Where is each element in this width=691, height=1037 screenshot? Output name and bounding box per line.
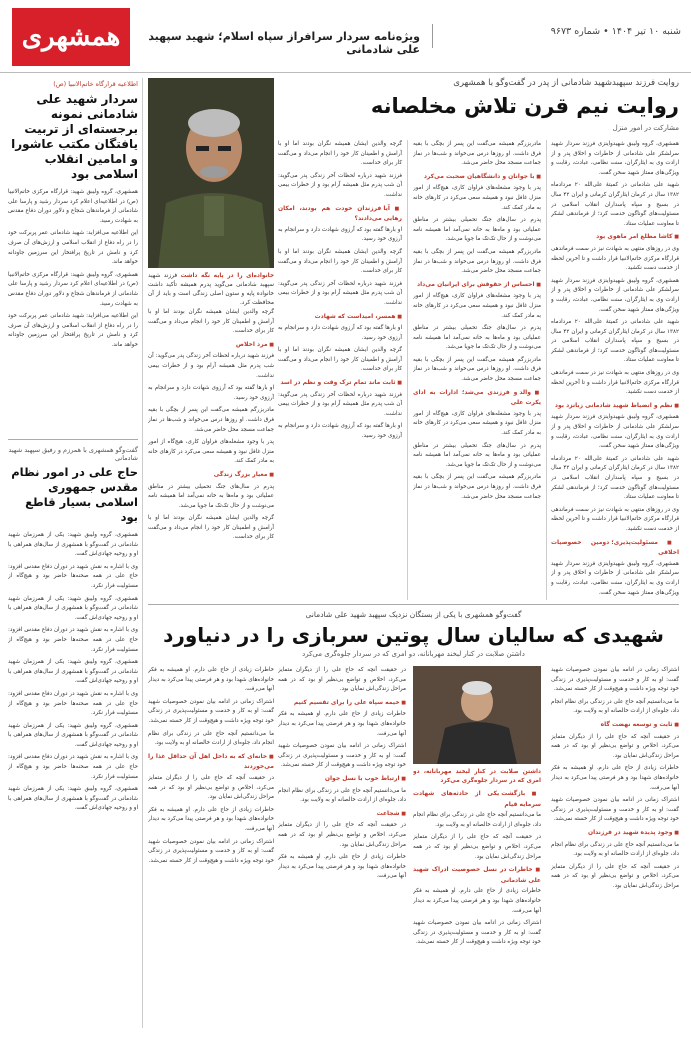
- paragraph: پدرم در سال‌های جنگ تحمیلی بیشتر در مناطق عملیاتی بود و ماه‌ها به خانه نمی‌آمد اما همیشه نامه می‌نوشت و از حال تک‌تک ما جویا می‌شد.: [148, 483, 274, 509]
- paragraph: خاطرات زیادی از حاج علی دارم. او همیشه به فکر خانواده‌های شهدا بود و هر فرصتی پیدا می‌کرد به دیدار آنها می‌رفت.: [551, 765, 679, 791]
- paragraph: خاطرات زیادی از حاج علی دارم. او همیشه به فکر خانواده‌های شهدا بود و هر فرصتی پیدا می‌کرد به دیدار آنها می‌رفت.: [413, 888, 541, 914]
- sidebar-body: [8, 188, 138, 433]
- paragraph: همشهری، گروه ولیبق شهید: یکی از همرزمان شهید شادمانی در گفت‌وگو با همشهری از سال‌های همراهی با او و روحیه جهادی‌اش گفت.: [8, 595, 138, 621]
- paragraph: اشتراک زمانی در ادامه بیان نمودن خصوصیات شهید گفت: او به کار و خدمت و مسئولیت‌پذیری در زندگی خود توجه ویژه داشت و هیچ‌وقت از کار خسته نمی‌شد.: [413, 920, 541, 946]
- paragraph: فرزند شهید درباره لحظات آخر زندگی پدر می‌گوید: آن شب پدرم مثل همیشه آرام بود و از خطرات بیمی نداشت.: [148, 353, 274, 379]
- article2-column-1: [551, 666, 679, 1026]
- paragraph: همشهری، گروه ولیبق شهید: یکی از همرزمان شهید شادمانی در گفت‌وگو با همشهری از سال‌های همراهی با او و روحیه جهادی‌اش گفت.: [8, 659, 138, 685]
- photo-caption: [148, 272, 274, 308]
- paragraph: او بارها گفته بود که آرزوی شهادت دارد و سرانجام به آرزوی خود رسید.: [148, 385, 274, 401]
- paragraph: در حقیقت آنچه که حاج علی را از دیگران متمایز می‌کرد، اخلاص و تواضع بی‌نظیر او بود که در همه مراحل زندگی‌اش نمایان بود.: [551, 733, 679, 759]
- subheading: ■ نظم و انضباط شهید شادمانی زبانزد بود: [551, 401, 679, 412]
- article1-headline: روایت نیم قرن تلاش مخلصانه: [370, 94, 679, 118]
- column-divider: [407, 140, 408, 600]
- subheading: ■ مسئولیت‌پذیری؛ دومین خصوصیات اخلاقی: [551, 538, 679, 558]
- paragraph: وی در روزهای منتهی به شهادت نیز در سمت فرماندهی قرارگاه مرکزی خاتم‌الانبیا قرار داشت و تا آخرین لحظه از خدمت دست نکشید.: [551, 506, 679, 532]
- subheading: ■ ثابت و توسعه نهضت گاه: [551, 720, 679, 731]
- article1-column-far-left: [148, 272, 274, 602]
- paragraph: همشهری، گروه ولیبق شهید: یکی از همرزمان شهید شادمانی در گفت‌وگو با همشهری از سال‌های همراهی با او و روحیه جهادی‌اش گفت.: [8, 722, 138, 748]
- sidebar-separator: [8, 439, 138, 440]
- paragraph: شهید علی شادمانی در کمیتۀ علی‌الله ۲۰ مردادماه ۱۳۸۲ سال در کرمان ایثارگران کرمانی و ایران ۴۲ سال در بسیج و سپاه پاسداران انقلاب اسلامی در مسئولیت‌های گوناگون خدمت کرد؛ از فرماندهی لشکر تا معاونت عملیات ستاد.: [551, 182, 679, 227]
- article2-photo: [413, 666, 541, 764]
- paragraph: وی در روزهای منتهی به شهادت نیز در سمت فرماندهی قرارگاه مرکزی خاتم‌الانبیا قرار داشت و تا آخرین لحظه از خدمت دست نکشید.: [551, 370, 679, 396]
- paragraph: خاطرات زیادی از حاج علی دارم. او همیشه به فکر خانواده‌های شهدا بود و هر فرصتی پیدا می‌کرد به دیدار آنها می‌رفت.: [148, 667, 274, 693]
- paragraph: در حقیقت آنچه که حاج علی را از دیگران متمایز می‌کرد، اخلاص و تواضع بی‌نظیر او بود که در همه مراحل زندگی‌اش نمایان بود.: [551, 863, 679, 889]
- paragraph: اشتراک زمانی در ادامه بیان نمودن خصوصیات شهید گفت: او به کار و خدمت و مسئولیت‌پذیری در زندگی خود توجه ویژه داشت و هیچ‌وقت از کار خسته نمی‌شد.: [148, 838, 274, 864]
- sidebar-headline-2: حاج علی در امور نظام مقدس جمهوری اسلامی بسیار قاطع بود: [11, 465, 138, 524]
- paragraph: همشهری، گروه ولیبق شهید‌واینزی فرزند سردار شهید سرلشکر علی شادمانی از خاطرات و اخلاق پدر و از ارادت وی به ایثارگران، سنت نظامی، عبادت، رقابت و ویژگی‌های ممتاز شهید سخن گفت.: [551, 141, 679, 176]
- paragraph: پدر با وجود مشغله‌های فراوان کاری، هیچ‌گاه از امور منزل غافل نبود و همیشه سعی می‌کرد در کارهای خانه به مادر کمک کند.: [148, 439, 274, 465]
- paragraph: این اطلاعیه می‌افزاید: شهید شادمانی عمر پربرکت خود را در راه دفاع از انقلاب اسلامی و ارزش‌های آن صرف کرد و نامش در تاریخ پرافتخار این سرزمین جاودانه خواهد ماند.: [8, 230, 138, 266]
- article2-column-3: [278, 666, 406, 1026]
- paragraph: اشتراک زمانی در ادامه بیان نمودن خصوصیات شهید گفت: او به کار و خدمت و مسئولیت‌پذیری در زندگی خود توجه ویژه داشت و هیچ‌وقت از کار خسته نمی‌شد.: [551, 797, 679, 823]
- paragraph: اشتراک زمانی در ادامه بیان نمودن خصوصیات شهید گفت: او به کار و خدمت و مسئولیت‌پذیری در زندگی خود توجه ویژه داشت و هیچ‌وقت از کار خسته نمی‌شد.: [148, 698, 274, 724]
- paragraph: مادربزرگم همیشه می‌گفت این پسر از بچگی با بقیه فرق داشت. او روزها درس می‌خواند و شب‌ها در نماز جماعت مسجد محل حاضر می‌شد.: [413, 356, 541, 383]
- section-title: ویژه‌نامه سردار سرافراز سپاه اسلام؛ شهید سپهبد علی شادمانی: [148, 30, 420, 56]
- martyr-portrait-photo: [148, 78, 274, 268]
- paragraph: وی در روزهای منتهی به شهادت نیز در سمت فرماندهی قرارگاه مرکزی خاتم‌الانبیا قرار داشت و تا آخرین لحظه از خدمت دست نکشید.: [551, 245, 679, 272]
- sidebar-headline: سردار شهید علی شادمانی نمونه برجسته‌ای از تربیت یافتگان مکتب عاشورا و امامین انقلاب اسلامی بود: [11, 92, 138, 181]
- paragraph: پدر با وجود مشغله‌های فراوان کاری، هیچ‌گاه از امور منزل غافل نبود و همیشه سعی می‌کرد در کارهای خانه به مادر کمک کند.: [413, 410, 541, 437]
- paragraph: همشهری، گروه ولیبق شهید‌واینزی فرزند سردار شهید سرلشکر علی شادمانی از خاطرات و اخلاق پدر و از ارادت وی به ایثارگران، سنت نظامی، عبادت، رقابت و ویژگی‌های ممتاز شهید سخن گفت.: [551, 560, 679, 596]
- paragraph: مادربزرگم همیشه می‌گفت این پسر از بچگی با بقیه فرق داشت. او روزها درس می‌خواند و شب‌ها در نماز جماعت مسجد محل حاضر می‌شد.: [148, 407, 274, 433]
- article1-column-left: [278, 140, 402, 600]
- paragraph: مادربزرگم همیشه می‌گفت این پسر از بچگی با بقیه فرق داشت. او روزها درس می‌خواند و شب‌ها در نماز جماعت مسجد محل حاضر می‌شد.: [413, 141, 541, 167]
- subheading: ■ معیار بزرگ زندگی: [148, 470, 274, 481]
- paragraph: گرچه والدین ایشان همیشه نگران بودند اما او با آرامش و اطمینان کار خود را انجام می‌داد و می‌گفت کار برای خداست.: [278, 347, 402, 373]
- paragraph: او بارها گفته بود که آرزوی شهادت دارد و سرانجام به آرزوی خود رسید.: [278, 423, 402, 440]
- sidebar: [8, 80, 138, 1030]
- subheading: ■ والد و فرزندی می‌شد؛ ادارات به ادای یکرت علی: [413, 388, 541, 408]
- paragraph: همشهری، گروه ولیبق شهید: یکی از همرزمان شهید شادمانی در گفت‌وگو با همشهری از سال‌های همراهی با او و روحیه جهادی‌اش گفت.: [8, 786, 138, 812]
- paragraph: شهید علی شادمانی در کمیتۀ علی‌الله ۲۰ مردادماه ۱۳۸۲ سال در کرمان ایثارگران کرمانی و ایران ۴۲ سال در بسیج و سپاه پاسداران انقلاب اسلامی در مسئولیت‌های گوناگون خدمت کرد؛ از فرماندهی لشکر تا معاونت عملیات ستاد.: [551, 319, 679, 364]
- subheading: ■ احساس از حقوقش برای ایرانیان می‌داد: [413, 280, 541, 291]
- sidebar-body-2: [8, 531, 138, 931]
- article2-kicker: گفت‌وگو همشهری با یکی از بستگان نزدیک سپهبد شهید علی شادمانی: [305, 610, 522, 619]
- paragraph: پدرم در سال‌های جنگ تحمیلی بیشتر در مناطق عملیاتی بود و ماه‌ها به خانه نمی‌آمد اما همیشه نامه می‌نوشت و از حال تک‌تک ما جویا می‌شد.: [413, 442, 541, 468]
- article1-column-middle: [413, 140, 541, 600]
- paragraph: اشتراک زمانی در ادامه بیان نمودن خصوصیات شهید گفت: او به کار و خدمت و مسئولیت‌پذیری در زندگی خود توجه ویژه داشت و هیچ‌وقت از کار خسته نمی‌شد.: [551, 667, 679, 693]
- caption-title: خانواده‌ای را در پایه نگه داشت: [180, 273, 274, 279]
- paragraph: خاطرات زیادی از حاج علی دارم. او همیشه به فکر خانواده‌های شهدا بود و هر فرصتی پیدا می‌کرد به دیدار آنها می‌رفت.: [148, 806, 274, 832]
- article2-column-4: [148, 666, 274, 1026]
- paragraph: شهید علی شادمانی در کمیتۀ علی‌الله ۲۰ مردادماه ۱۳۸۲ سال در کرمان ایثارگران کرمانی و ایران ۴۲ سال در بسیج و سپاه پاسداران انقلاب اسلامی در مسئولیت‌های گوناگون خدمت کرد؛ از فرماندهی لشکر تا معاونت عملیات ستاد.: [551, 455, 679, 501]
- paragraph: خاطرات زیادی از حاج علی دارم. او همیشه به فکر خانواده‌های شهدا بود و هر فرصتی پیدا می‌کرد به دیدار آنها می‌رفت.: [278, 711, 406, 737]
- article2-headline: شهیدی که سالیان سال پوتین سربازی را در دنیاورد: [163, 623, 664, 647]
- paragraph: فرزند شهید درباره لحظات آخر زندگی پدر می‌گوید: آن شب پدرم مثل همیشه آرام بود و از خطرات بیمی نداشت.: [278, 391, 402, 417]
- paragraph: در حقیقت آنچه که حاج علی را از دیگران متمایز می‌کرد، اخلاص و تواضع بی‌نظیر او بود که در همه مراحل زندگی‌اش نمایان بود.: [413, 834, 541, 860]
- article2-photo-caption: [413, 768, 541, 786]
- paragraph: وی با اشاره به نقش شهید در دوران دفاع مقدس افزود: حاج علی در همه صحنه‌ها حاضر بود و هیچ‌گاه از مسئولیت فرار نکرد.: [8, 690, 138, 717]
- caption-text: فرزند شهید سپهبد شادمانی می‌گوید پدرم همیشه تأکید داشت خانواده پایه و ستون اصلی زندگی است و باید از آن محافظت کرد.: [148, 273, 274, 306]
- subheading: ■ خانه‌ای که به داخل اهل آن حداقل غذا را می‌خوردند: [148, 752, 274, 772]
- subheading: ■ وجود پدیده شهید در فرزندان: [551, 828, 679, 839]
- subheading: ■ آیا فرزندان خودت هم بودند، امکان رهایی می‌دادند؟: [278, 204, 402, 224]
- paragraph: پدر با وجود مشغله‌های فراوان کاری، هیچ‌گاه از امور منزل غافل نبود و همیشه سعی می‌کرد در کارهای خانه به مادر کمک کند.: [413, 185, 541, 211]
- subheading: ■ شجاعت: [278, 809, 406, 820]
- paragraph: این اطلاعیه می‌افزاید: شهید شادمانی عمر پربرکت خود را در راه دفاع از انقلاب اسلامی و ارزش‌های آن صرف کرد و نامش در تاریخ پرافتخار این سرزمین جاودانه خواهد ماند.: [8, 313, 138, 348]
- paragraph: وی با اشاره به نقش شهید در دوران دفاع مقدس افزود: حاج علی در همه صحنه‌ها حاضر بود و هیچ‌گاه از مسئولیت فرار نکرد.: [8, 627, 138, 653]
- paragraph: پدرم در سال‌های جنگ تحمیلی بیشتر در مناطق عملیاتی بود و ماه‌ها به خانه نمی‌آمد اما همیشه نامه می‌نوشت و از حال تک‌تک ما جویا می‌شد.: [413, 325, 541, 351]
- paragraph: فرزند شهید درباره لحظات آخر زندگی پدر می‌گوید: آن شب پدرم مثل همیشه آرام بود و از خطرات بیمی نداشت.: [278, 172, 402, 198]
- paragraph: ما می‌دانستیم آنچه حاج علی در زندگی برای نظام انجام داد، جلوه‌ای از ارادت خالصانه او به ولایت بود.: [551, 841, 679, 858]
- paragraph: اشتراک زمانی در ادامه بیان نمودن خصوصیات شهید گفت: او به کار و خدمت و مسئولیت‌پذیری در زندگی خود توجه ویژه داشت و هیچ‌وقت از کار خسته نمی‌شد.: [278, 743, 406, 769]
- paragraph: همشهری، گروه ولیبق شهید: قرارگاه مرکزی خاتم‌الانبیا (ص) در اطلاعیه‌ای اعلام کرد سردار رشید و پارسا علی شادمانی از فرماندهان شجاع و دلاور دوران دفاع مقدس به شهادت رسید.: [8, 271, 138, 307]
- subheading: ■ بازگشت یکی از حادثه‌های شهادت سرمایه قیام: [413, 789, 541, 809]
- sidebar-divider: [142, 78, 143, 1028]
- subheading: ■ کاشا مطلع امر ماهوی بود: [551, 232, 679, 243]
- paragraph: گرچه والدین ایشان همیشه نگران بودند اما او با آرامش و اطمینان کار خود را انجام می‌داد و می‌گفت کار برای خداست.: [278, 141, 402, 167]
- issue-date: شنبه ۱۰ تیر ۱۴۰۴ • شماره ۹۶۷۳: [550, 26, 681, 37]
- paragraph: پدر با وجود مشغله‌های فراوان کاری، هیچ‌گاه از امور منزل غافل نبود و همیشه سعی می‌کرد در کارهای خانه به مادر کمک کند.: [413, 293, 541, 319]
- newspaper-logo[interactable]: [12, 8, 130, 66]
- paragraph: همشهری، گروه ولیبق شهید: قرارگاه مرکزی خاتم‌الانبیا (ص) در اطلاعیه‌ای اعلام کرد سردار رشید و پارسا علی شادمانی از فرماندهان شجاع و دلاور دوران دفاع مقدس به شهادت رسید.: [8, 189, 138, 224]
- portrait-illustration: [148, 78, 274, 268]
- subheading: ■ ثابت ماند تمام ترک وقت و نظم در اسد: [278, 378, 402, 389]
- paragraph: همشهری، گروه ولیبق شهید‌واینزی فرزند سردار شهید سرلشکر علی شادمانی از خاطرات و اخلاق پدر و از ارادت وی به ایثارگران، سنت نظامی، عبادت، رقابت و ویژگی‌های ممتاز شهید سخن گفت.: [551, 414, 679, 450]
- article1-byline: مشارکت در امور منزل: [612, 124, 679, 132]
- article2-column-2: [413, 768, 541, 1026]
- article2-photo-illustration: [413, 666, 541, 764]
- paragraph: او بارها گفته بود که آرزوی شهادت دارد و سرانجام به آرزوی خود رسید.: [278, 325, 402, 341]
- paragraph: گرچه والدین ایشان همیشه نگران بودند اما او با آرامش و اطمینان کار خود را انجام می‌داد و می‌گفت کار برای خداست.: [148, 309, 274, 335]
- article2-byline: داشتن صلابت در کنار لبخند مهربانانه، دو امری که در سردار جلوه‌گری می‌کرد: [302, 650, 525, 658]
- paragraph: وی با اشاره به نقش شهید در دوران دفاع مقدس افزود: حاج علی در همه صحنه‌ها حاضر بود و هیچ‌گاه از مسئولیت فرار نکرد.: [8, 754, 138, 780]
- paragraph: مادربزرگم همیشه می‌گفت این پسر از بچگی با بقیه فرق داشت. او روزها درس می‌خواند و شب‌ها در نماز جماعت مسجد محل حاضر می‌شد.: [413, 474, 541, 500]
- paragraph: همشهری، گروه ولیبق شهید: یکی از همرزمان شهید شادمانی در گفت‌وگو با همشهری از سال‌های همراهی با او و روحیه جهادی‌اش گفت.: [8, 532, 138, 558]
- article1-column-right: [551, 140, 679, 600]
- article1-kicker: روایت فرزند سپهبدشهید شادمانی از پدر در گفت‌وگو با همشهری: [453, 78, 679, 88]
- subheading: ■ خیمه سپاه علی را برای تقسیم کنیم: [278, 698, 406, 709]
- paragraph: گرچه والدین ایشان همیشه نگران بودند اما او با آرامش و اطمینان کار خود را انجام می‌داد و می‌گفت کار برای خداست.: [148, 515, 274, 541]
- paragraph: مادربزرگم همیشه می‌گفت این پسر از بچگی با بقیه فرق داشت. او روزها درس می‌خواند و شب‌ها در نماز جماعت مسجد محل حاضر می‌شد.: [413, 248, 541, 275]
- paragraph: او بارها گفته بود که آرزوی شهادت دارد و سرانجام به آرزوی خود رسید.: [278, 226, 402, 243]
- sidebar-kicker-2: گفت‌وگو همشهری با همرزم و رفیق سپهبد شهید شادمانی: [8, 446, 138, 462]
- subheading: ■ ارتباط خوب با نسل جوان: [278, 774, 406, 785]
- subheading: ■ مرد اخلاص: [148, 340, 274, 351]
- paragraph: همشهری، گروه ولیبق شهید‌واینزی فرزند سردار شهید سرلشکر علی شادمانی از خاطرات و اخلاق پدر و از ارادت وی به ایثارگران، سنت نظامی، عبادت، رقابت و ویژگی‌های ممتاز شهید سخن گفت.: [551, 277, 679, 313]
- paragraph: وی با اشاره به نقش شهید در دوران دفاع مقدس افزود: حاج علی در همه صحنه‌ها حاضر بود و هیچ‌گاه از مسئولیت فرار نکرد.: [8, 563, 138, 589]
- paragraph: در حقیقت آنچه که حاج علی را از دیگران متمایز می‌کرد، اخلاص و تواضع بی‌نظیر او بود که در همه مراحل زندگی‌اش نمایان بود.: [148, 774, 274, 801]
- paragraph: ما می‌دانستیم آنچه حاج علی در زندگی برای نظام انجام داد، جلوه‌ای از ارادت خالصانه او به ولایت بود.: [413, 812, 541, 828]
- paragraph: ما می‌دانستیم آنچه حاج علی در زندگی برای نظام انجام داد، جلوه‌ای از ارادت خالصانه او به ولایت بود.: [278, 787, 406, 804]
- paragraph: پدرم در سال‌های جنگ تحمیلی بیشتر در مناطق عملیاتی بود و ماه‌ها به خانه نمی‌آمد اما همیشه نامه می‌نوشت و از حال تک‌تک ما جویا می‌شد.: [413, 217, 541, 243]
- paragraph: ما می‌دانستیم آنچه حاج علی در زندگی برای نظام انجام داد، جلوه‌ای از ارادت خالصانه او به ولایت بود.: [148, 730, 274, 747]
- paragraph: خاطرات زیادی از حاج علی دارم. او همیشه به فکر خانواده‌های شهدا بود و هر فرصتی پیدا می‌کرد به دیدار آنها می‌رفت.: [278, 854, 406, 880]
- header-divider: [432, 24, 433, 48]
- caption-title: داشتن صلابت در کنار لبخند مهربانانه، دو امری که در سردار جلوه‌گری می‌کرد: [413, 769, 541, 784]
- paragraph: گرچه والدین ایشان همیشه نگران بودند اما او با آرامش و اطمینان کار خود را انجام می‌داد و می‌گفت کار برای خداست.: [278, 248, 402, 275]
- subheading: ■ با جوانان و دانشگاهیان صحبت می‌کرد: [413, 172, 541, 183]
- paragraph: ما می‌دانستیم آنچه حاج علی در زندگی برای نظام انجام داد، جلوه‌ای از ارادت خالصانه او به ولایت بود.: [551, 698, 679, 715]
- paragraph: در حقیقت آنچه که حاج علی را از دیگران متمایز می‌کرد، اخلاص و تواضع بی‌نظیر او بود که در همه مراحل زندگی‌اش نمایان بود.: [278, 667, 406, 693]
- paragraph: فرزند شهید درباره لحظات آخر زندگی پدر می‌گوید: آن شب پدرم مثل همیشه آرام بود و از خطرات بیمی نداشت.: [278, 280, 402, 306]
- logo-text: همشهری: [21, 22, 121, 52]
- column-divider: [546, 140, 547, 600]
- sidebar-kicker: اطلاعیه قرارگاه خاتم‌الانبیا (ص): [53, 80, 138, 88]
- page-header: [0, 0, 691, 73]
- subheading: ■ خاطرات در نسل خصوصیت ادراک شهید علی شادمانی: [413, 865, 541, 885]
- article-separator: [148, 604, 679, 605]
- paragraph: در حقیقت آنچه که حاج علی را از دیگران متمایز می‌کرد، اخلاص و تواضع بی‌نظیر او بود که در همه مراحل زندگی‌اش نمایان بود.: [278, 822, 406, 848]
- subheading: ■ همسر، امیداست که شهادت: [278, 312, 402, 323]
